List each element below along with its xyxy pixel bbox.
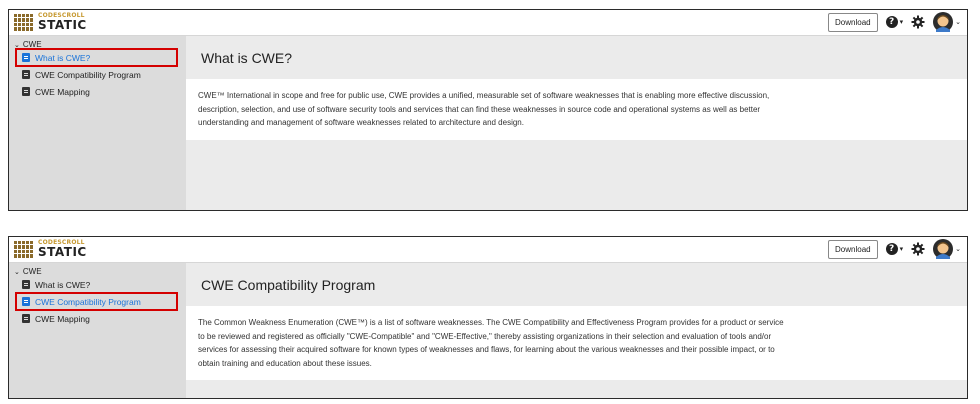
screenshot-panel-1 — [8, 9, 968, 211]
chevron-down-icon: ⌄ — [955, 245, 961, 253]
page-title: CWE Compatibility Program — [201, 276, 376, 293]
top-bar — [9, 237, 967, 263]
top-bar — [9, 10, 967, 36]
gear-icon[interactable] — [911, 242, 925, 256]
chevron-down-icon: ⌄ — [14, 269, 20, 276]
user-menu[interactable] — [933, 239, 961, 259]
help-menu[interactable] — [886, 16, 904, 28]
gear-icon[interactable] — [911, 15, 925, 29]
user-menu[interactable] — [933, 12, 961, 32]
page-body-text: The Common Weakness Enumeration (CWE™) is a list of software weaknesses. The CWE Compatibility and Effectiveness Program provides for a product or service to be reviewed and registered as officially "CWE-Compatible" and "CWE-Effective," thereby assisting organizations in their selection and evaluation of tools and/or services for assessing their acquired software for known types of weaknesses and flaws, for learning about the various weaknesses and their possible impact, or to obtain training and education about these issues. — [186, 306, 967, 380]
logo-subtext: CODESCROLL — [38, 239, 85, 246]
document-icon — [22, 53, 30, 62]
logo-grid-icon — [14, 14, 33, 31]
codescroll-logo[interactable] — [14, 240, 87, 258]
content-area — [186, 36, 967, 210]
chevron-down-icon: ▾ — [899, 245, 904, 253]
content-area — [186, 263, 967, 398]
logo-text: STATIC — [38, 18, 87, 32]
codescroll-logo[interactable] — [14, 13, 87, 31]
sidebar-item-label: CWE Compatibility Program — [35, 296, 141, 307]
document-icon — [22, 70, 30, 79]
tree-root-cwe[interactable]: ⌄ CWE — [14, 40, 42, 49]
chevron-down-icon: ⌄ — [14, 42, 20, 49]
chevron-down-icon: ⌄ — [955, 18, 961, 26]
sidebar-item-cwe-mapping[interactable] — [9, 83, 186, 100]
document-icon — [22, 87, 30, 96]
logo-text: STATIC — [38, 245, 87, 259]
document-icon — [22, 280, 30, 289]
help-icon: ? — [886, 16, 898, 28]
screenshot-panel-2 — [8, 236, 968, 399]
avatar-icon — [933, 239, 953, 259]
logo-grid-icon — [14, 241, 33, 258]
sidebar-item-label: CWE Compatibility Program — [35, 69, 141, 80]
logo-subtext: CODESCROLL — [38, 12, 85, 19]
download-button[interactable]: Download — [828, 240, 878, 259]
sidebar-item-what-is-cwe[interactable] — [16, 49, 177, 66]
sidebar-item-cwe-mapping[interactable] — [9, 310, 186, 327]
chevron-down-icon: ▾ — [899, 18, 904, 26]
page-body-text: CWE™ International in scope and free for public use, CWE provides a unified, measurable set of software weaknesses that is enabling more effective discussion, description, selection, and use of software security tools and services that can find these weaknesses in source code and operational systems as well as better understanding and management of software weaknesses related to architecture and design. — [186, 79, 967, 140]
sidebar-item-cwe-compatibility-program[interactable] — [16, 293, 177, 310]
tree-root-cwe[interactable]: ⌄ CWE — [14, 267, 42, 276]
sidebar-item-label: What is CWE? — [35, 279, 91, 290]
help-menu[interactable] — [886, 243, 904, 255]
sidebar-item-label: CWE Mapping — [35, 313, 90, 324]
download-button[interactable]: Download — [828, 13, 878, 32]
document-icon — [22, 297, 30, 306]
sidebar — [9, 36, 186, 210]
sidebar-item-what-is-cwe[interactable] — [9, 276, 186, 293]
document-icon — [22, 314, 30, 323]
sidebar-item-cwe-compatibility-program[interactable] — [9, 66, 186, 83]
sidebar — [9, 263, 186, 398]
sidebar-item-label: CWE Mapping — [35, 86, 90, 97]
help-icon: ? — [886, 243, 898, 255]
avatar-icon — [933, 12, 953, 32]
page-title: What is CWE? — [201, 49, 293, 66]
sidebar-item-label: What is CWE? — [35, 52, 91, 63]
